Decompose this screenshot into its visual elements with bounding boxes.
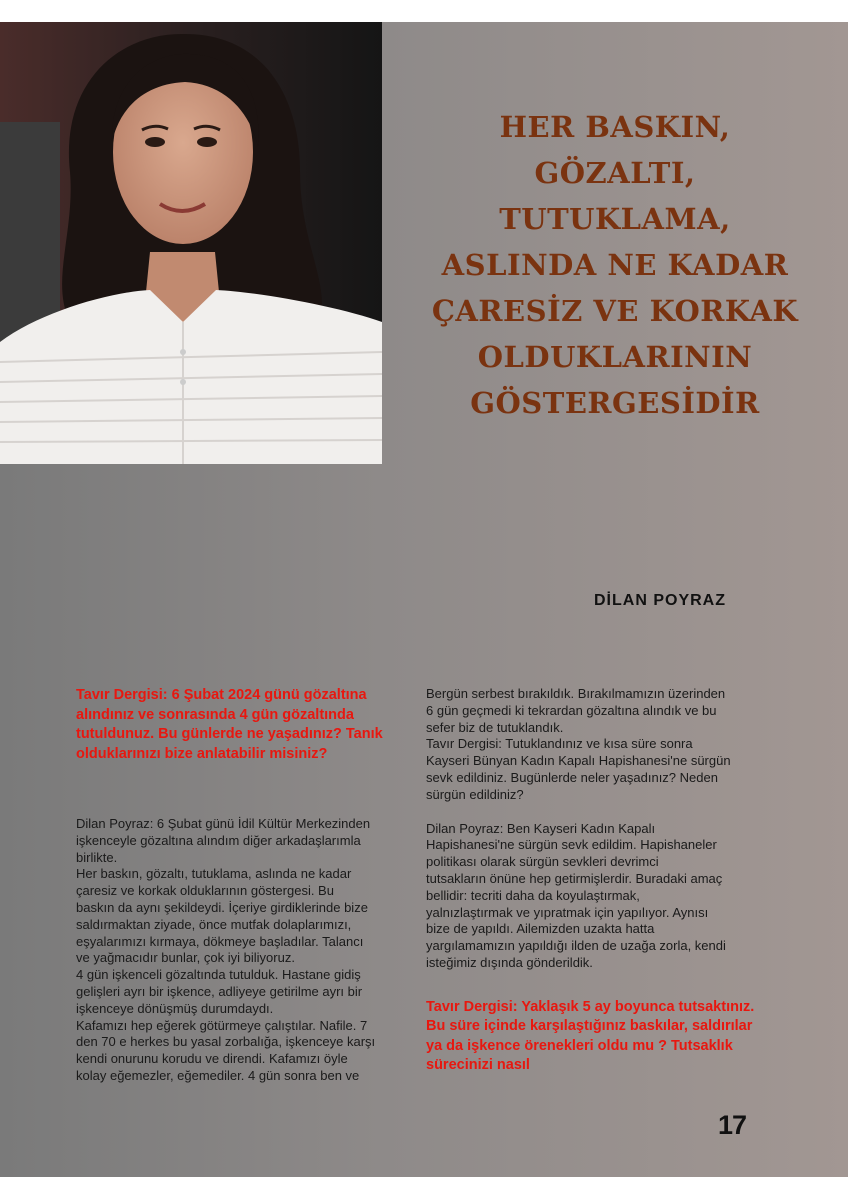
text-line: Dilan Poyraz: 6 Şubat günü İdil Kültür Merkezinden bbox=[76, 816, 371, 831]
text-line: Tavır Dergisi: Tutuklandınız ve kısa süre sonra bbox=[426, 736, 693, 752]
text-line: baskın da aynı şekildeydi. İçeriye girdiklerinde bize bbox=[76, 899, 368, 915]
page-number: 17 bbox=[718, 1110, 747, 1140]
portrait-photo bbox=[0, 22, 382, 464]
headline-line: ÇARESİZ VE KORKAK bbox=[431, 294, 799, 328]
text-line: den 70 e herkes bu yasal zorbalığa, işkenceye karşı bbox=[76, 1034, 376, 1050]
answer-continuation bbox=[426, 686, 760, 804]
text-line: eşyalarımızı kırmaya, dökmeye başladılar. Talancı bbox=[76, 933, 364, 949]
text-line: 4 gün işkenceli gözaltında tutulduk. Hastane gidiş bbox=[76, 967, 361, 983]
text-line: Dilan Poyraz: Ben Kayseri Kadın Kapalı bbox=[426, 820, 656, 836]
text-line: Kayseri Bünyan Kadın Kapalı Hapishanesi'ne sürgün bbox=[426, 753, 731, 769]
text-line: kendi onurunu korudu ve direndi. Kafamızı öyle bbox=[76, 1051, 348, 1067]
interview-question: Tavır Dergisi: 6 Şubat 2024 günü gözaltına alındınız ve sonrasında 4 gün gözaltında tutuldunuz. Bu günlerde ne yaşadınız? Tanık olduklarınızı bize anlatabilir misiniz? bbox=[76, 687, 383, 762]
text-line: gelişleri ayrı bir işkence, adliyeye getirilme ayrı bir bbox=[76, 983, 363, 999]
text-line: sevk edildiniz. Bugünlerde neler yaşadınız? Neden bbox=[426, 769, 718, 785]
text-line: ve yağmacıdır bunlar, çok iyi biliyoruz. bbox=[76, 950, 295, 966]
text-line: yargılamamızın yapıldığı ilden de uzağa zorla, kendi bbox=[426, 938, 726, 954]
text-line: kolay eğemezler, eğemediler. 4 gün sonra ben ve bbox=[76, 1067, 360, 1083]
magazine-page bbox=[0, 22, 848, 1177]
headline-line: ASLINDA NE KADAR bbox=[441, 248, 789, 282]
text-line: 6 gün geçmedi ki tekrardan gözaltına alındık ve bu bbox=[426, 702, 717, 718]
interview-answer bbox=[76, 816, 404, 1085]
text-line: çaresiz ve korkak olduklarının göstergesi. Bu bbox=[76, 883, 334, 899]
left-column bbox=[76, 686, 404, 1085]
text-line: bize de yapıldı. Ailemizden uzakta hatta bbox=[426, 921, 655, 937]
text-line: politikası olarak sürgün sevkleri devrimci bbox=[426, 854, 659, 870]
text-line: Her baskın, gözaltı, tutuklama, aslında ne kadar bbox=[76, 866, 352, 882]
text-line: bellidir: tecriti daha da koyulaştırmak, bbox=[426, 887, 640, 903]
text-line: saldırmaktan ziyade, önce mutfak dolaplarımızı, bbox=[76, 916, 352, 932]
text-line: birlikte. bbox=[76, 849, 118, 865]
right-column bbox=[426, 686, 760, 1076]
text-line: sefer biz de tutuklandık. bbox=[426, 719, 564, 735]
text-line: Bergün serbest bırakıldık. Bırakılmamızın üzerinden bbox=[426, 686, 726, 701]
headline-line: HER BASKIN, bbox=[499, 110, 731, 144]
headline-line: GÖSTERGESİDİR bbox=[470, 386, 760, 420]
text-line: tutsakların önüne hep getirmişlerdir. Buradaki amaç bbox=[426, 870, 723, 886]
text-line: sürgün edildiniz? bbox=[426, 786, 524, 802]
interview-answer bbox=[426, 821, 760, 972]
text-line: isteğimiz dışında gönderildik. bbox=[426, 954, 593, 970]
text-line: Kafamızı hep eğerek götürmeye çalıştılar. Nafile. 7 bbox=[76, 1017, 368, 1033]
portrait-illustration bbox=[0, 22, 382, 464]
interview-question: Tavır Dergisi: Yaklaşık 5 ay boyunca tutsaktınız. Bu süre içinde karşılaştığınız baskılar, saldırılar ya da işkence örenekleri oldu mu ? Tutsaklık sürecinizi nasıl bbox=[426, 998, 755, 1074]
text-line: işkenceyle gözaltına alındım diğer arkadaşlarımla bbox=[76, 832, 361, 848]
author-name: DİLAN POYRAZ bbox=[594, 592, 726, 609]
headline-line: GÖZALTI, bbox=[534, 156, 696, 190]
text-line: işkenceye dönüşmüş durumdaydı. bbox=[76, 1000, 274, 1016]
headline-line: TUTUKLAMA, bbox=[499, 202, 731, 236]
headline-line: OLDUKLARININ bbox=[477, 340, 753, 374]
article-headline bbox=[400, 104, 830, 426]
text-line: yalnızlaştırmak ve yıpratmak için yapılıyor. Aynısı bbox=[426, 904, 709, 920]
text-line: Hapishanesi'ne sürgün sevk edildim. Hapishaneler bbox=[426, 837, 717, 853]
